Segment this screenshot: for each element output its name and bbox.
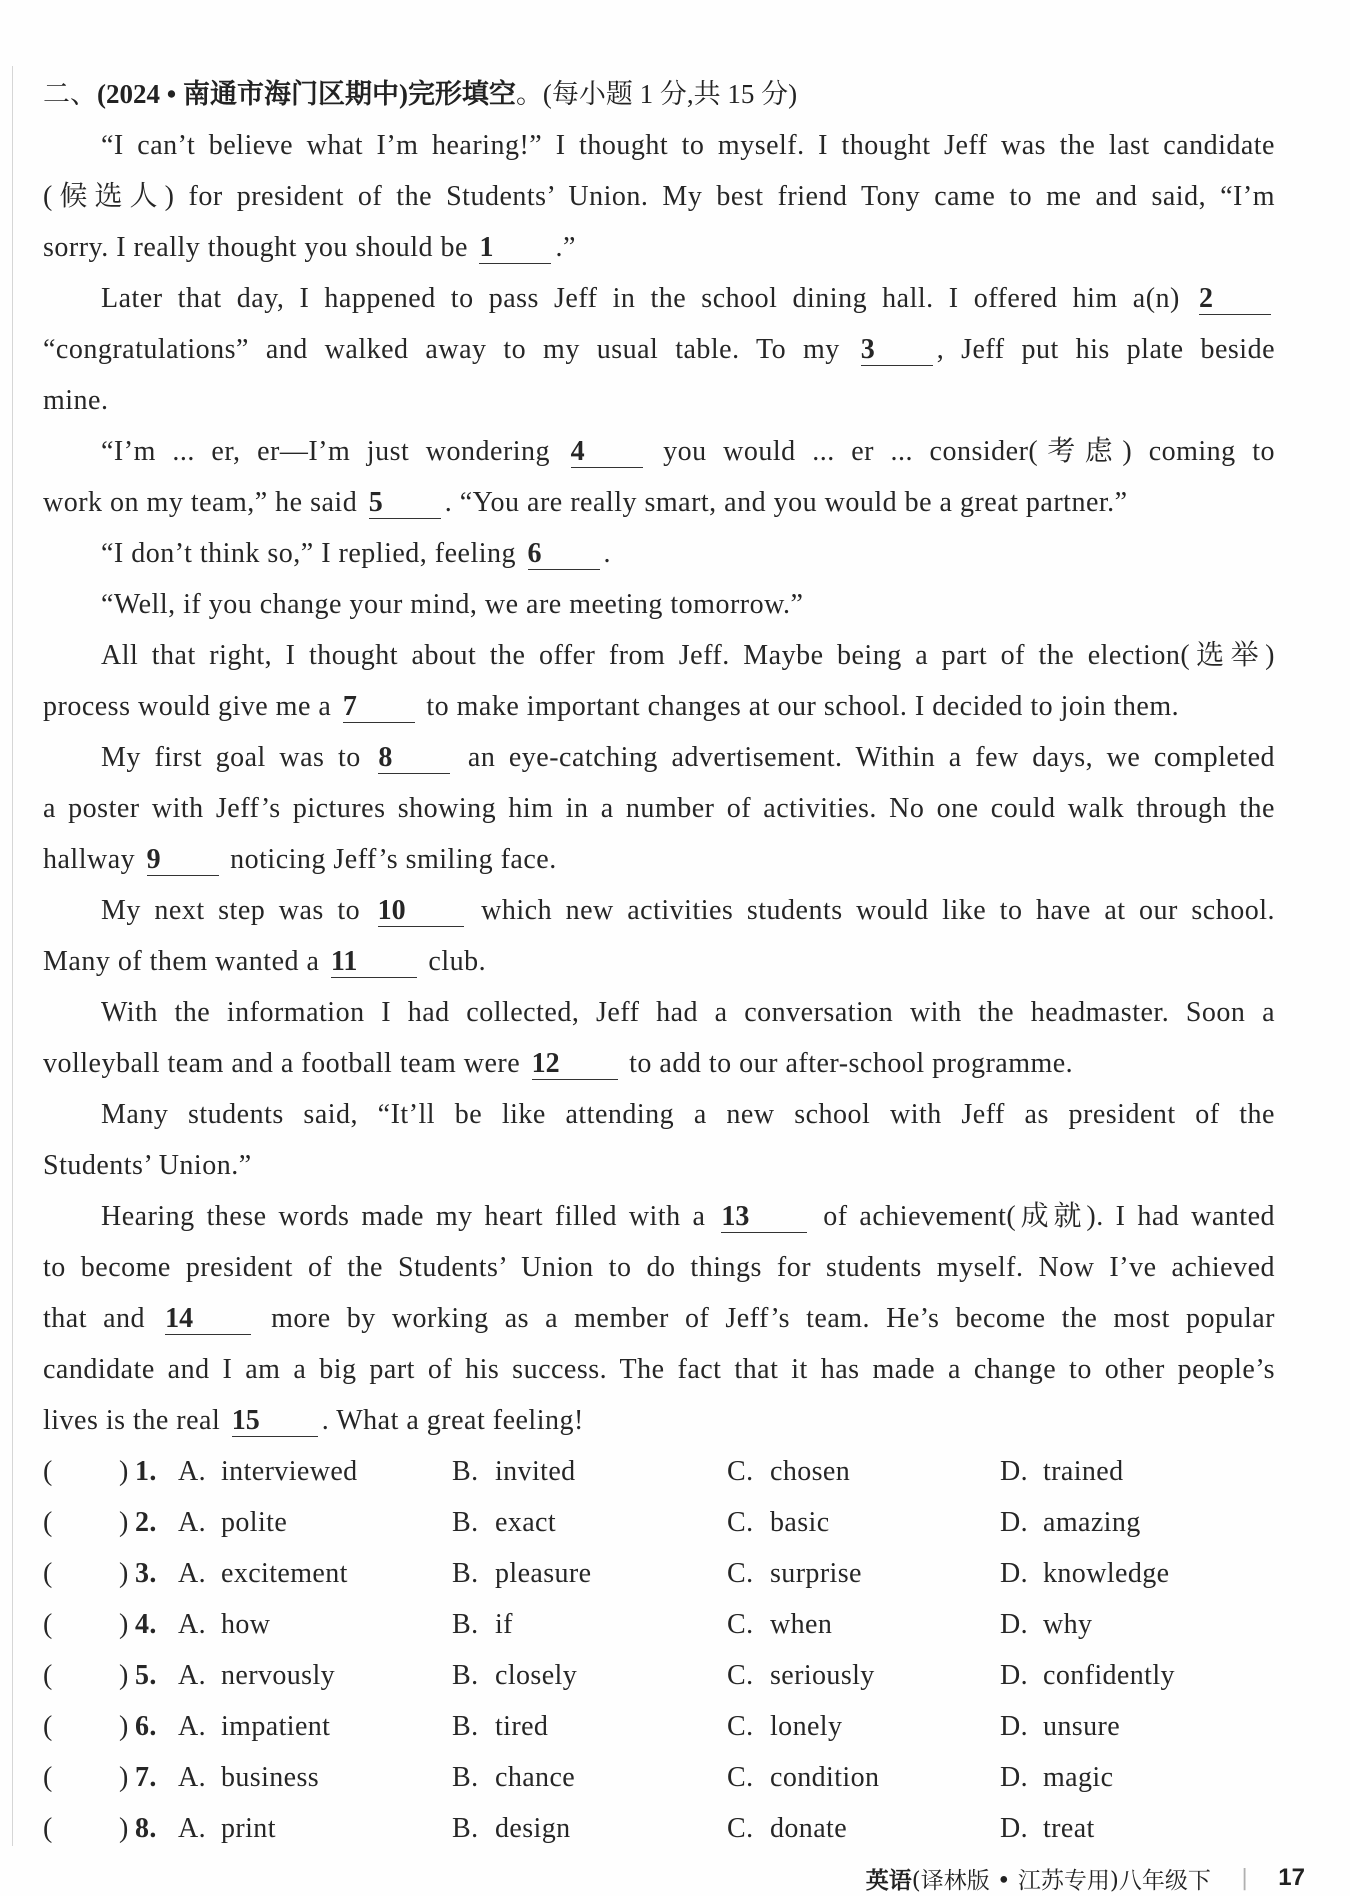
text-line: [43, 1089, 1275, 1140]
option-text: confidently: [1043, 1660, 1175, 1691]
option-text: print: [221, 1813, 276, 1844]
text-line: [43, 171, 1275, 222]
option-text: amazing: [1043, 1507, 1141, 1538]
text-line: [43, 630, 1275, 681]
question-list: [43, 1446, 1275, 1854]
paragraph: [43, 273, 1275, 426]
passage-text: an eye-catching advertisement. Within a few days, we completed: [454, 742, 1275, 773]
option-text: design: [495, 1813, 571, 1844]
option-c: [727, 1650, 875, 1701]
passage-text: sorry. I really thought you should be: [43, 232, 476, 263]
answer-bracket-close: ): [119, 1609, 129, 1640]
answer-bracket-open: (: [43, 1813, 53, 1844]
question-number: 1.: [135, 1456, 157, 1487]
passage-text: of achievement(成就). I had wanted: [811, 1201, 1275, 1232]
option-letter: B.: [452, 1711, 479, 1742]
passage: [43, 120, 1275, 1446]
margin-rule: [12, 66, 13, 1846]
option-a: [178, 1446, 358, 1497]
passage-text: work on my team,” he said: [43, 487, 365, 518]
text-line: [43, 273, 1275, 324]
option-text: when: [770, 1609, 833, 1640]
option-letter: D.: [1000, 1813, 1029, 1844]
option-c: [727, 1446, 850, 1497]
book-title: [866, 1862, 1211, 1895]
passage-text: . “You are really smart, and you would be a great partner.”: [444, 487, 1128, 518]
question-row: [43, 1599, 1275, 1650]
paragraph: [43, 732, 1275, 885]
option-text: interviewed: [221, 1456, 358, 1487]
passage-text: noticing Jeff’s smiling face.: [222, 844, 557, 875]
passage-text: Later that day, I happened to pass Jeff in the school dining hall. I offered him a(n): [101, 283, 1195, 314]
text-line: [43, 477, 1275, 528]
footer-divider: |: [1240, 1865, 1249, 1891]
option-b: [452, 1701, 548, 1752]
option-text: business: [221, 1762, 320, 1793]
option-letter: D.: [1000, 1762, 1029, 1793]
edition-label: (译林版 • 江苏专用)八年级下: [911, 1867, 1211, 1894]
answer-bracket-open: (: [43, 1711, 53, 1742]
text-line: [43, 528, 1275, 579]
answer-blank: 3: [861, 335, 933, 366]
passage-text: (候选人) for president of the Students’ Union. My best friend Tony came to me and said, “I’m: [43, 181, 1275, 212]
answer-blank: 6: [528, 539, 600, 570]
answer-blank: 7: [343, 692, 415, 723]
passage-text: .: [603, 538, 612, 569]
option-b: [452, 1650, 577, 1701]
passage-text: With the information I had collected, Jeff had a conversation with the headmaster. Soon a: [101, 997, 1275, 1028]
option-b: [452, 1599, 513, 1650]
passage-text: candidate and I am a big part of his success. The fact that it has made a change to other people’s: [43, 1354, 1275, 1385]
passage-text: process would give me a: [43, 691, 339, 722]
option-letter: B.: [452, 1456, 479, 1487]
option-text: impatient: [221, 1711, 331, 1742]
paragraph: [43, 630, 1275, 732]
option-letter: B.: [452, 1507, 479, 1538]
passage-text: “congratulations” and walked away to my usual table. To my: [43, 334, 857, 365]
question-row: [43, 1446, 1275, 1497]
option-c: [727, 1548, 862, 1599]
passage-text: Hearing these words made my heart filled with a: [101, 1201, 718, 1232]
option-text: if: [495, 1609, 513, 1640]
answer-bracket-open: (: [43, 1660, 53, 1691]
passage-text: a poster with Jeff’s pictures showing him in a number of activities. No one could walk through the: [43, 793, 1275, 824]
option-letter: D.: [1000, 1711, 1029, 1742]
option-letter: B.: [452, 1609, 479, 1640]
option-letter: B.: [452, 1813, 479, 1844]
section-heading: [43, 69, 1275, 120]
option-d: [1000, 1650, 1175, 1701]
option-d: [1000, 1752, 1113, 1803]
passage-text: club.: [420, 946, 487, 977]
paragraph: [43, 885, 1275, 987]
option-text: seriously: [770, 1660, 875, 1691]
option-d: [1000, 1548, 1169, 1599]
option-d: [1000, 1446, 1124, 1497]
option-a: [178, 1803, 276, 1854]
option-a: [178, 1548, 348, 1599]
question-number: 6.: [135, 1711, 157, 1742]
question-number: 3.: [135, 1558, 157, 1589]
passage-text: lives is the real: [43, 1405, 228, 1436]
text-line: [43, 783, 1275, 834]
text-line: [43, 579, 1275, 630]
text-line: [43, 375, 1275, 426]
option-text: invited: [495, 1456, 576, 1487]
paragraph: [43, 120, 1275, 273]
answer-blank: 1: [479, 233, 551, 264]
answer-bracket-close: ): [119, 1456, 129, 1487]
text-line: [43, 1293, 1275, 1344]
question-row: [43, 1752, 1275, 1803]
option-text: trained: [1043, 1456, 1124, 1487]
option-letter: C.: [727, 1507, 754, 1538]
option-text: pleasure: [495, 1558, 592, 1589]
page-footer: [866, 1862, 1305, 1894]
text-line: [43, 1140, 1275, 1191]
option-text: why: [1043, 1609, 1093, 1640]
option-text: exact: [495, 1507, 557, 1538]
passage-text: volleyball team and a football team were: [43, 1048, 528, 1079]
option-d: [1000, 1803, 1095, 1854]
option-c: [727, 1752, 879, 1803]
answer-bracket-open: (: [43, 1558, 53, 1589]
question-number: 8.: [135, 1813, 157, 1844]
paragraph: [43, 579, 1275, 630]
text-line: [43, 1242, 1275, 1293]
option-letter: A.: [178, 1609, 207, 1640]
answer-bracket-close: ): [119, 1558, 129, 1589]
answer-blank: 11: [331, 947, 417, 978]
option-text: chosen: [770, 1456, 851, 1487]
text-line: [43, 1344, 1275, 1395]
section-title: 完形填空: [407, 79, 516, 109]
question-row: [43, 1650, 1275, 1701]
passage-text: .”: [555, 232, 576, 263]
option-c: [727, 1701, 842, 1752]
answer-blank: 13: [721, 1202, 807, 1233]
passage-text: mine.: [43, 385, 109, 416]
answer-bracket-close: ): [119, 1660, 129, 1691]
answer-bracket-close: ): [119, 1762, 129, 1793]
option-letter: D.: [1000, 1507, 1029, 1538]
text-line: [43, 426, 1275, 477]
passage-text: All that right, I thought about the offer from Jeff. Maybe being a part of the election(选举): [101, 640, 1275, 671]
question-number: 2.: [135, 1507, 157, 1538]
option-letter: A.: [178, 1762, 207, 1793]
option-b: [452, 1752, 575, 1803]
option-b: [452, 1497, 556, 1548]
option-letter: C.: [727, 1456, 754, 1487]
passage-text: Many students said, “It’ll be like attending a new school with Jeff as president of the: [101, 1099, 1275, 1130]
answer-bracket-open: (: [43, 1456, 53, 1487]
option-b: [452, 1803, 571, 1854]
answer-blank: 4: [571, 437, 643, 468]
answer-blank: 9: [147, 845, 219, 876]
cloze-section: [43, 69, 1275, 1854]
paragraph: [43, 426, 1275, 528]
passage-text: My next step was to: [101, 895, 374, 926]
answer-bracket-close: ): [119, 1507, 129, 1538]
answer-bracket-open: (: [43, 1762, 53, 1793]
passage-text: “I can’t believe what I’m hearing!” I thought to myself. I thought Jeff was the last candidate: [101, 130, 1275, 161]
passage-text: to become president of the Students’ Union to do things for students myself. Now I’ve achieved: [43, 1252, 1275, 1283]
answer-blank: 14: [165, 1304, 251, 1335]
section-number: 二、: [43, 79, 97, 109]
option-a: [178, 1599, 270, 1650]
question-row: [43, 1701, 1275, 1752]
passage-text: Students’ Union.”: [43, 1150, 252, 1181]
section-scoring: 。(每小题 1 分,共 15 分): [515, 79, 798, 109]
paragraph: [43, 528, 1275, 579]
answer-blank: 8: [378, 743, 450, 774]
text-line: [43, 885, 1275, 936]
option-letter: C.: [727, 1762, 754, 1793]
option-letter: D.: [1000, 1558, 1029, 1589]
answer-bracket-open: (: [43, 1609, 53, 1640]
option-text: nervously: [221, 1660, 336, 1691]
question-row: [43, 1548, 1275, 1599]
text-line: [43, 1191, 1275, 1242]
passage-text: “Well, if you change your mind, we are meeting tomorrow.”: [101, 589, 804, 620]
text-line: [43, 681, 1275, 732]
page-number: 17: [1278, 1864, 1305, 1891]
answer-bracket-close: ): [119, 1711, 129, 1742]
passage-text: that and: [43, 1303, 162, 1334]
option-d: [1000, 1701, 1120, 1752]
passage-text: “I don’t think so,” I replied, feeling: [101, 538, 524, 569]
option-a: [178, 1701, 330, 1752]
option-text: closely: [495, 1660, 578, 1691]
answer-blank: 10: [378, 896, 464, 927]
option-text: unsure: [1043, 1711, 1121, 1742]
passage-text: hallway: [43, 844, 143, 875]
option-c: [727, 1497, 830, 1548]
text-line: [43, 1038, 1275, 1089]
option-text: magic: [1043, 1762, 1114, 1793]
option-letter: C.: [727, 1711, 754, 1742]
option-text: lonely: [770, 1711, 843, 1742]
option-a: [178, 1650, 335, 1701]
option-text: excitement: [221, 1558, 348, 1589]
paragraph: [43, 987, 1275, 1089]
text-line: [43, 834, 1275, 885]
option-letter: A.: [178, 1711, 207, 1742]
question-number: 4.: [135, 1609, 157, 1640]
option-a: [178, 1752, 319, 1803]
option-letter: B.: [452, 1660, 479, 1691]
option-d: [1000, 1599, 1092, 1650]
option-c: [727, 1599, 832, 1650]
answer-blank: 5: [369, 488, 441, 519]
option-letter: C.: [727, 1558, 754, 1589]
option-text: polite: [221, 1507, 288, 1538]
passage-text: you would ... er ... consider(考虑) coming to: [646, 436, 1275, 467]
option-letter: C.: [727, 1813, 754, 1844]
option-d: [1000, 1497, 1141, 1548]
passage-text: more by working as a member of Jeff’s team. He’s become the most popular: [255, 1303, 1275, 1334]
section-source: (2024 • 南通市海门区期中): [97, 79, 408, 109]
option-b: [452, 1548, 591, 1599]
option-text: surprise: [770, 1558, 862, 1589]
option-text: chance: [495, 1762, 576, 1793]
option-letter: B.: [452, 1558, 479, 1589]
paragraph: [43, 1089, 1275, 1191]
passage-text: to add to our after-school programme.: [621, 1048, 1074, 1079]
option-text: condition: [770, 1762, 880, 1793]
text-line: [43, 987, 1275, 1038]
option-letter: C.: [727, 1609, 754, 1640]
option-letter: D.: [1000, 1660, 1029, 1691]
answer-blank: 15: [232, 1406, 318, 1437]
option-letter: C.: [727, 1660, 754, 1691]
answer-bracket-close: ): [119, 1813, 129, 1844]
passage-text: My first goal was to: [101, 742, 375, 773]
answer-bracket-open: (: [43, 1507, 53, 1538]
paragraph: [43, 1191, 1275, 1446]
option-c: [727, 1803, 847, 1854]
option-letter: B.: [452, 1762, 479, 1793]
option-text: donate: [770, 1813, 848, 1844]
question-number: 7.: [135, 1762, 157, 1793]
option-letter: A.: [178, 1660, 207, 1691]
passage-text: . What a great feeling!: [321, 1405, 584, 1436]
option-letter: D.: [1000, 1456, 1029, 1487]
option-letter: A.: [178, 1813, 207, 1844]
text-line: [43, 732, 1275, 783]
passage-text: to make important changes at our school. I decided to join them.: [418, 691, 1180, 722]
option-text: tired: [495, 1711, 549, 1742]
passage-text: , Jeff put his plate beside: [936, 334, 1275, 365]
option-text: treat: [1043, 1813, 1095, 1844]
passage-text: “I’m ... er, er—I’m just wondering: [101, 436, 567, 467]
question-row: [43, 1803, 1275, 1854]
passage-text: Many of them wanted a: [43, 946, 327, 977]
option-letter: A.: [178, 1507, 207, 1538]
answer-blank: 2: [1199, 284, 1271, 315]
text-line: [43, 324, 1275, 375]
option-letter: A.: [178, 1558, 207, 1589]
text-line: [43, 120, 1275, 171]
option-b: [452, 1446, 576, 1497]
option-letter: A.: [178, 1456, 207, 1487]
option-a: [178, 1497, 287, 1548]
text-line: [43, 936, 1275, 987]
option-text: knowledge: [1043, 1558, 1170, 1589]
option-text: how: [221, 1609, 271, 1640]
question-row: [43, 1497, 1275, 1548]
text-line: [43, 222, 1275, 273]
option-text: basic: [770, 1507, 830, 1538]
option-letter: D.: [1000, 1609, 1029, 1640]
text-line: [43, 1395, 1275, 1446]
answer-blank: 12: [532, 1049, 618, 1080]
passage-text: which new activities students would like to have at our school.: [467, 895, 1276, 926]
question-number: 5.: [135, 1660, 157, 1691]
subject-label: 英语: [865, 1867, 912, 1894]
